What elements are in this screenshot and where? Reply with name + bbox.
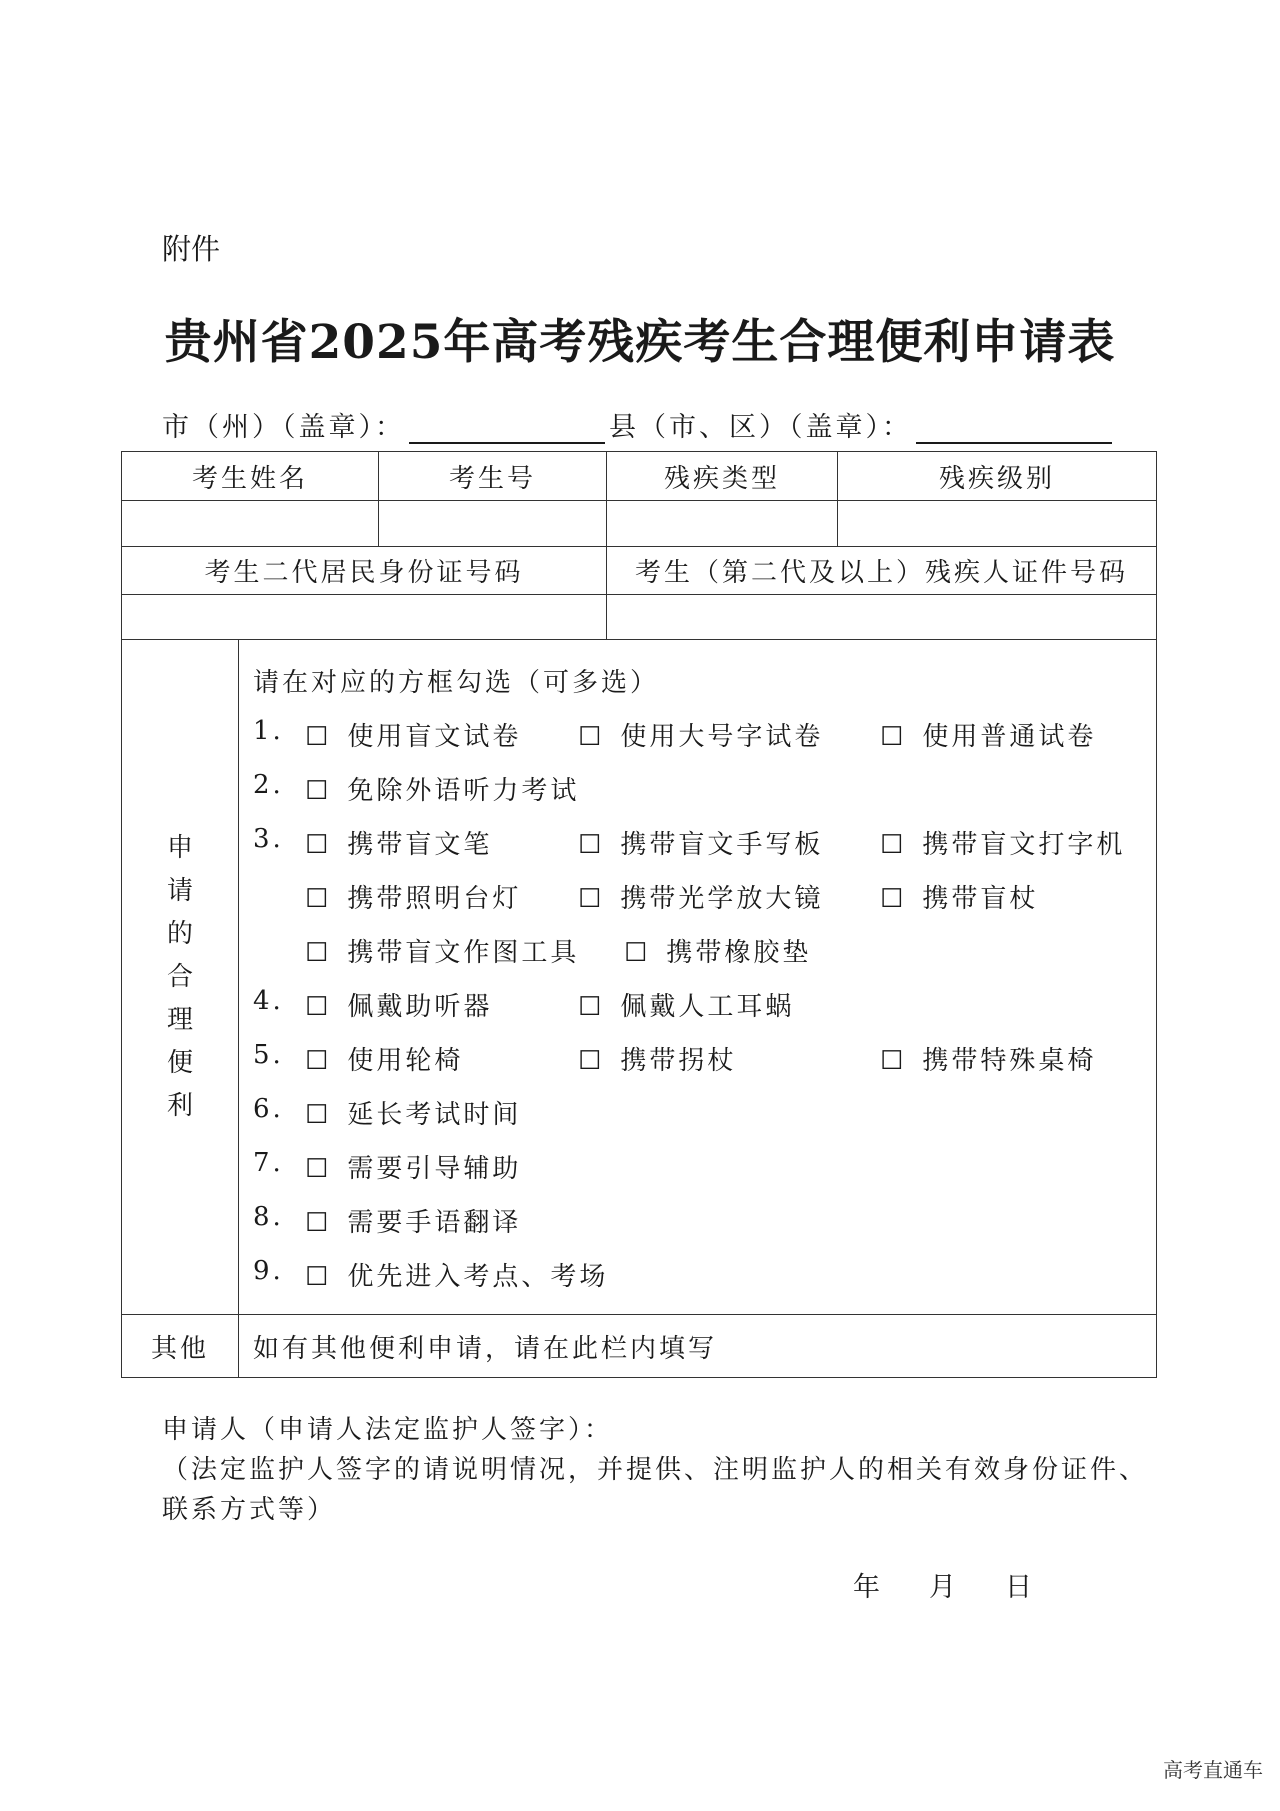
option-row bbox=[239, 1036, 1156, 1090]
header-disability-level: 残疾级别 bbox=[838, 452, 1157, 501]
option-checkbox-item[interactable] bbox=[578, 716, 823, 753]
option-number: 6. bbox=[253, 1094, 284, 1124]
date-month: 月 bbox=[929, 1572, 956, 1603]
option-number: 5. bbox=[253, 1040, 284, 1070]
option-checkbox-item[interactable] bbox=[305, 986, 492, 1023]
option-checkbox-item[interactable] bbox=[305, 1094, 521, 1131]
header-disability-type: 残疾类型 bbox=[607, 452, 838, 501]
option-rows bbox=[239, 712, 1156, 1306]
checkbox-icon[interactable]: ☐ bbox=[305, 1154, 332, 1184]
checkbox-icon[interactable]: ☐ bbox=[578, 1046, 605, 1076]
option-number: 7. bbox=[253, 1148, 284, 1178]
option-label: 佩戴助听器 bbox=[347, 992, 493, 1022]
applicant-section bbox=[162, 1410, 1162, 1530]
checkbox-icon[interactable]: ☐ bbox=[305, 1100, 332, 1130]
option-label: 携带盲文打字机 bbox=[922, 830, 1126, 860]
option-checkbox-item[interactable] bbox=[578, 986, 794, 1023]
checkbox-icon[interactable]: ☐ bbox=[880, 830, 907, 860]
option-label: 携带盲文作图工具 bbox=[347, 938, 580, 968]
option-checkbox-item[interactable] bbox=[305, 1256, 608, 1293]
applicant-note: （法定监护人签字的请说明情况，并提供、注明监护人的相关有效身份证件、联系方式等） bbox=[162, 1455, 1149, 1525]
option-label: 使用普通试卷 bbox=[922, 722, 1097, 752]
checkbox-icon[interactable]: ☐ bbox=[880, 722, 907, 752]
form-title: 贵州省2025年高考残疾考生合理便利申请表 bbox=[164, 315, 1116, 370]
option-row bbox=[239, 1198, 1156, 1252]
side-label-char: 申 bbox=[166, 832, 193, 863]
input-disability-type[interactable] bbox=[607, 501, 838, 547]
header-id-number: 考生二代居民身份证号码 bbox=[122, 547, 607, 595]
county-stamp-label: 县（市、区）（盖章）： bbox=[609, 412, 912, 443]
option-label: 携带盲文笔 bbox=[347, 830, 493, 860]
option-label: 优先进入考点、考场 bbox=[347, 1262, 609, 1292]
side-label-char: 利 bbox=[166, 1090, 193, 1121]
side-label-char: 请 bbox=[166, 875, 193, 906]
option-label: 携带拐杖 bbox=[620, 1046, 737, 1076]
option-checkbox-item[interactable] bbox=[305, 1148, 521, 1185]
checkbox-icon[interactable]: ☐ bbox=[305, 884, 332, 914]
option-label: 携带照明台灯 bbox=[347, 884, 522, 914]
input-disability-cert[interactable] bbox=[607, 595, 1157, 640]
checkbox-icon[interactable]: ☐ bbox=[305, 722, 332, 752]
option-checkbox-item[interactable] bbox=[578, 824, 823, 861]
checkbox-icon[interactable]: ☐ bbox=[624, 938, 651, 968]
checkbox-icon[interactable]: ☐ bbox=[305, 830, 332, 860]
option-number: 4. bbox=[253, 986, 284, 1016]
option-checkbox-item[interactable] bbox=[578, 1040, 736, 1077]
option-label: 携带盲杖 bbox=[922, 884, 1039, 914]
option-checkbox-item[interactable] bbox=[305, 1202, 521, 1239]
county-stamp-field[interactable] bbox=[916, 412, 1112, 444]
option-label: 携带橡胶垫 bbox=[666, 938, 812, 968]
side-label-char: 合 bbox=[166, 961, 193, 992]
option-label: 携带盲文手写板 bbox=[620, 830, 824, 860]
date-day: 日 bbox=[1005, 1572, 1032, 1603]
checkbox-icon[interactable]: ☐ bbox=[880, 1046, 907, 1076]
option-checkbox-item[interactable] bbox=[880, 1040, 1096, 1077]
option-row bbox=[239, 1090, 1156, 1144]
application-table bbox=[121, 451, 1157, 1378]
option-checkbox-item[interactable] bbox=[880, 878, 1038, 915]
applicant-label: 申请人（申请人法定监护人签字）： bbox=[162, 1415, 614, 1445]
option-label: 延长考试时间 bbox=[347, 1100, 522, 1130]
date-year: 年 bbox=[853, 1572, 880, 1603]
checkbox-icon[interactable]: ☐ bbox=[305, 776, 332, 806]
option-row bbox=[239, 982, 1156, 1036]
side-label-char: 理 bbox=[166, 1004, 193, 1035]
option-row bbox=[239, 1144, 1156, 1198]
option-checkbox-item[interactable] bbox=[880, 716, 1096, 753]
checkbox-icon[interactable]: ☐ bbox=[578, 884, 605, 914]
header-exam-number: 考生号 bbox=[379, 452, 607, 501]
option-label: 使用盲文试卷 bbox=[347, 722, 522, 752]
city-stamp-label: 市（州）（盖章）： bbox=[162, 412, 405, 443]
instruction-line bbox=[239, 658, 1156, 712]
header-name: 考生姓名 bbox=[122, 452, 379, 501]
other-hint: 如有其他便利申请，请在此栏内填写 bbox=[253, 1333, 718, 1364]
watermark: 高考直通车 bbox=[1163, 1758, 1263, 1782]
option-row bbox=[239, 766, 1156, 820]
option-number: 2. bbox=[253, 770, 284, 800]
other-label: 其他 bbox=[122, 1315, 239, 1378]
checkbox-icon[interactable]: ☐ bbox=[578, 992, 605, 1022]
option-checkbox-item[interactable] bbox=[305, 824, 492, 861]
other-field[interactable] bbox=[239, 1315, 1157, 1378]
option-row bbox=[239, 712, 1156, 766]
checkbox-icon[interactable]: ☐ bbox=[305, 1046, 332, 1076]
checkbox-icon[interactable]: ☐ bbox=[305, 1262, 332, 1292]
option-label: 需要引导辅助 bbox=[347, 1154, 522, 1184]
option-row bbox=[239, 928, 1156, 982]
option-label: 使用大号字试卷 bbox=[620, 722, 824, 752]
option-row bbox=[239, 1252, 1156, 1306]
option-checkbox-item[interactable] bbox=[305, 878, 521, 915]
input-disability-level[interactable] bbox=[838, 501, 1157, 547]
checkbox-icon[interactable]: ☐ bbox=[305, 1208, 332, 1238]
input-id-number[interactable] bbox=[122, 595, 607, 640]
city-stamp-field[interactable] bbox=[409, 412, 605, 444]
option-number: 1. bbox=[253, 716, 284, 746]
option-checkbox-item[interactable] bbox=[578, 878, 823, 915]
option-checkbox-item[interactable] bbox=[305, 932, 579, 969]
option-label: 需要手语翻译 bbox=[347, 1208, 522, 1238]
option-label: 携带特殊桌椅 bbox=[922, 1046, 1097, 1076]
option-checkbox-item[interactable] bbox=[305, 770, 579, 807]
checkbox-icon[interactable]: ☐ bbox=[305, 992, 332, 1022]
option-row bbox=[239, 874, 1156, 928]
side-label-char: 便 bbox=[166, 1047, 193, 1078]
checkbox-icon[interactable]: ☐ bbox=[578, 722, 605, 752]
checkbox-icon[interactable]: ☐ bbox=[880, 884, 907, 914]
attachment-label: 附件 bbox=[162, 232, 221, 266]
side-label-char: 的 bbox=[166, 918, 193, 949]
option-label: 佩戴人工耳蜗 bbox=[620, 992, 795, 1022]
option-checkbox-item[interactable] bbox=[305, 716, 521, 753]
checkbox-icon[interactable]: ☐ bbox=[305, 938, 332, 968]
stamp-line bbox=[162, 405, 1116, 444]
option-label: 携带光学放大镜 bbox=[620, 884, 824, 914]
option-label: 免除外语听力考试 bbox=[347, 776, 580, 806]
option-number: 8. bbox=[253, 1202, 284, 1232]
option-row bbox=[239, 820, 1156, 874]
option-checkbox-item[interactable] bbox=[305, 1040, 463, 1077]
instruction-text: 请在对应的方框勾选（可多选） bbox=[253, 668, 660, 698]
option-checkbox-item[interactable] bbox=[880, 824, 1125, 861]
checkbox-icon[interactable]: ☐ bbox=[578, 830, 605, 860]
option-number: 3. bbox=[253, 824, 284, 854]
option-checkbox-item[interactable] bbox=[624, 932, 811, 969]
accommodation-side-label bbox=[122, 640, 239, 1315]
input-name[interactable] bbox=[122, 501, 379, 547]
option-number: 9. bbox=[253, 1256, 284, 1286]
option-label: 使用轮椅 bbox=[347, 1046, 464, 1076]
input-exam-number[interactable] bbox=[379, 501, 607, 547]
header-disability-cert: 考生（第二代及以上）残疾人证件号码 bbox=[607, 547, 1157, 595]
side-label-text bbox=[122, 827, 238, 1128]
accommodation-options bbox=[239, 640, 1157, 1315]
